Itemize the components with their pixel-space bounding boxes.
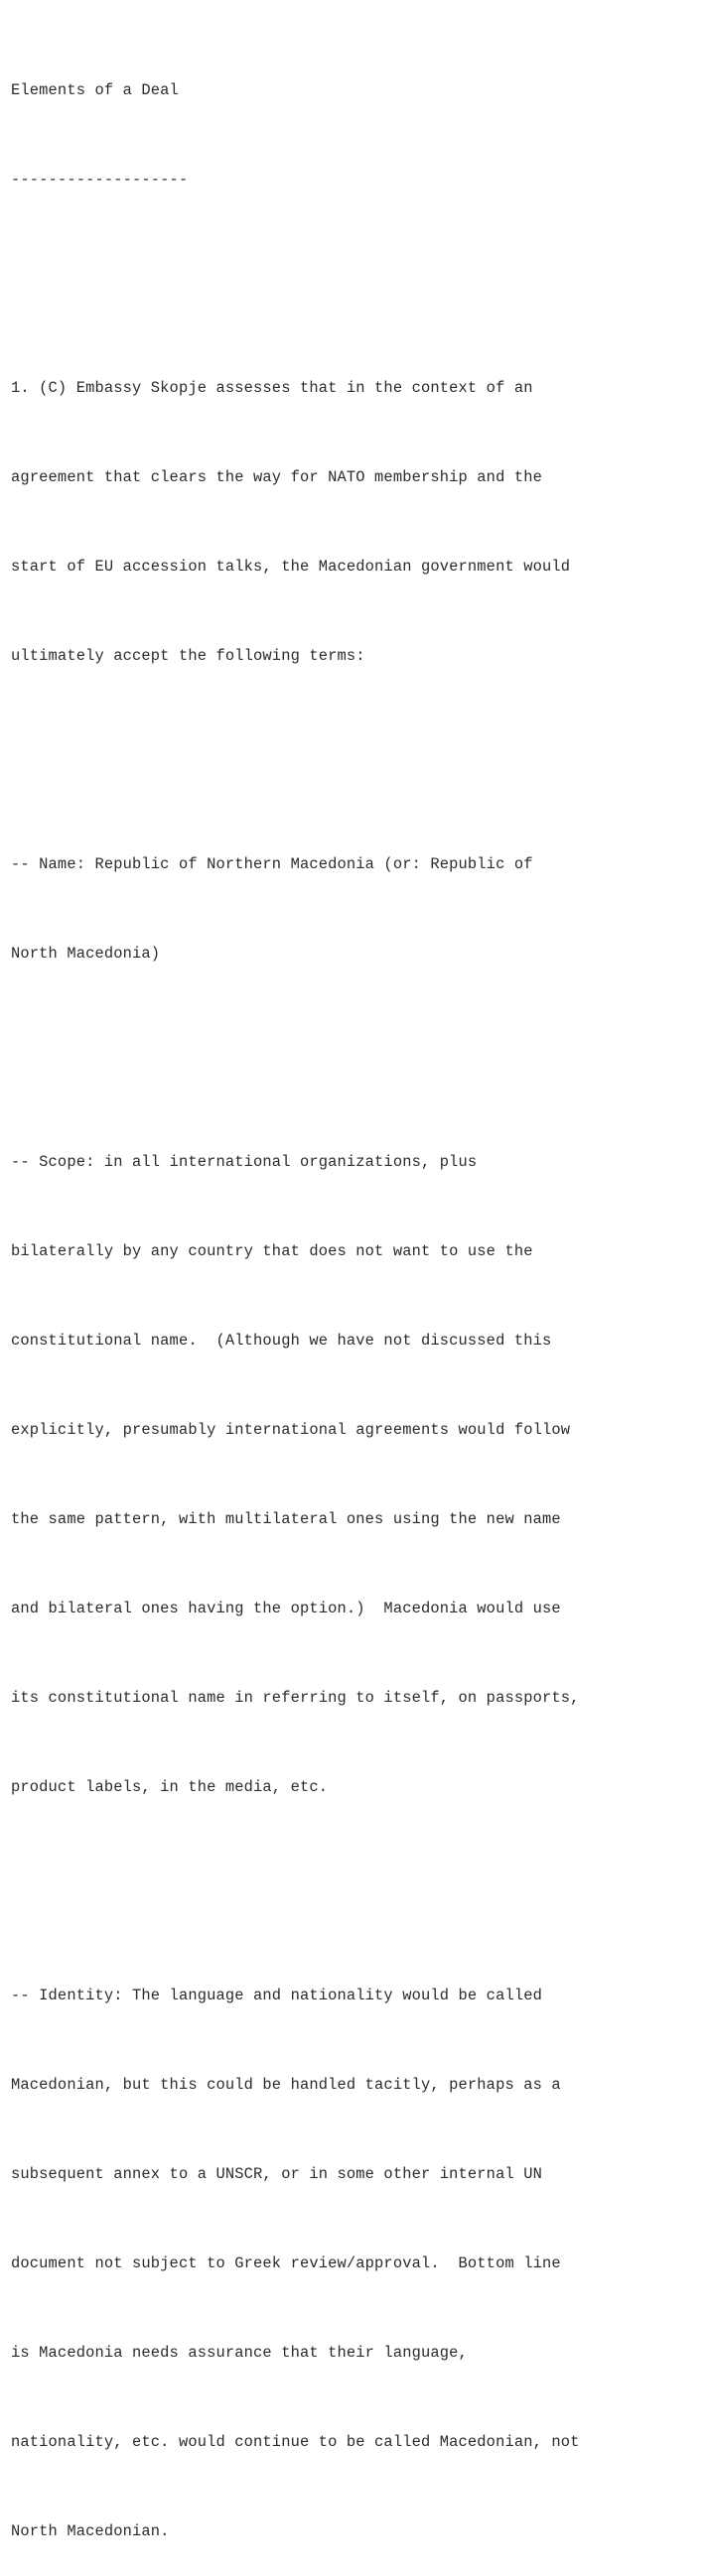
identity-item-line: subsequent annex to a UNSCR, or in some other internal UN — [11, 2165, 542, 2183]
name-item-line: North Macedonia) — [11, 945, 161, 963]
scope-item-line: its constitutional name in referring to itself, on passports, — [11, 1689, 580, 1707]
identity-item-line: North Macedonian. — [11, 2522, 170, 2540]
identity-item-line: document not subject to Greek review/approval. Bottom line — [11, 2254, 561, 2272]
scope-item-line: bilaterally by any country that does not want to use the — [11, 1242, 533, 1260]
paragraph-1-line: agreement that clears the way for NATO membership and the — [11, 468, 542, 486]
paragraph-1-line: 1. (C) Embassy Skopje assesses that in the context of an — [11, 379, 533, 397]
identity-item-line: -- Identity: The language and nationality would be called — [11, 1987, 542, 2004]
identity-item-line: Macedonian, but this could be handled tacitly, perhaps as a — [11, 2076, 561, 2094]
paragraph-1-line: start of EU accession talks, the Macedonian government would — [11, 558, 571, 576]
blank-line — [11, 1028, 580, 1058]
paragraph-1-line: ultimately accept the following terms: — [11, 647, 365, 665]
scope-item-line: constitutional name. (Although we have not discussed this — [11, 1332, 552, 1350]
blank-line — [11, 254, 580, 284]
heading-underline: ------------------- — [11, 171, 189, 189]
cable-document — [11, 16, 580, 2576]
scope-item-line: -- Scope: in all international organizations, plus — [11, 1153, 478, 1171]
scope-item-line: product labels, in the media, etc. — [11, 1778, 329, 1796]
blank-line — [11, 730, 580, 760]
scope-item-line: the same pattern, with multilateral ones using the new name — [11, 1510, 561, 1528]
identity-item-line: nationality, etc. would continue to be called Macedonian, not — [11, 2433, 580, 2451]
scope-item-line: explicitly, presumably international agreements would follow — [11, 1421, 571, 1439]
name-item-line: -- Name: Republic of Northern Macedonia (or: Republic of — [11, 855, 533, 873]
identity-item-line: is Macedonia needs assurance that their language, — [11, 2344, 468, 2362]
blank-line — [11, 1862, 580, 1891]
section-heading: Elements of a Deal — [11, 81, 179, 99]
scope-item-line: and bilateral ones having the option.) Macedonia would use — [11, 1600, 561, 1617]
